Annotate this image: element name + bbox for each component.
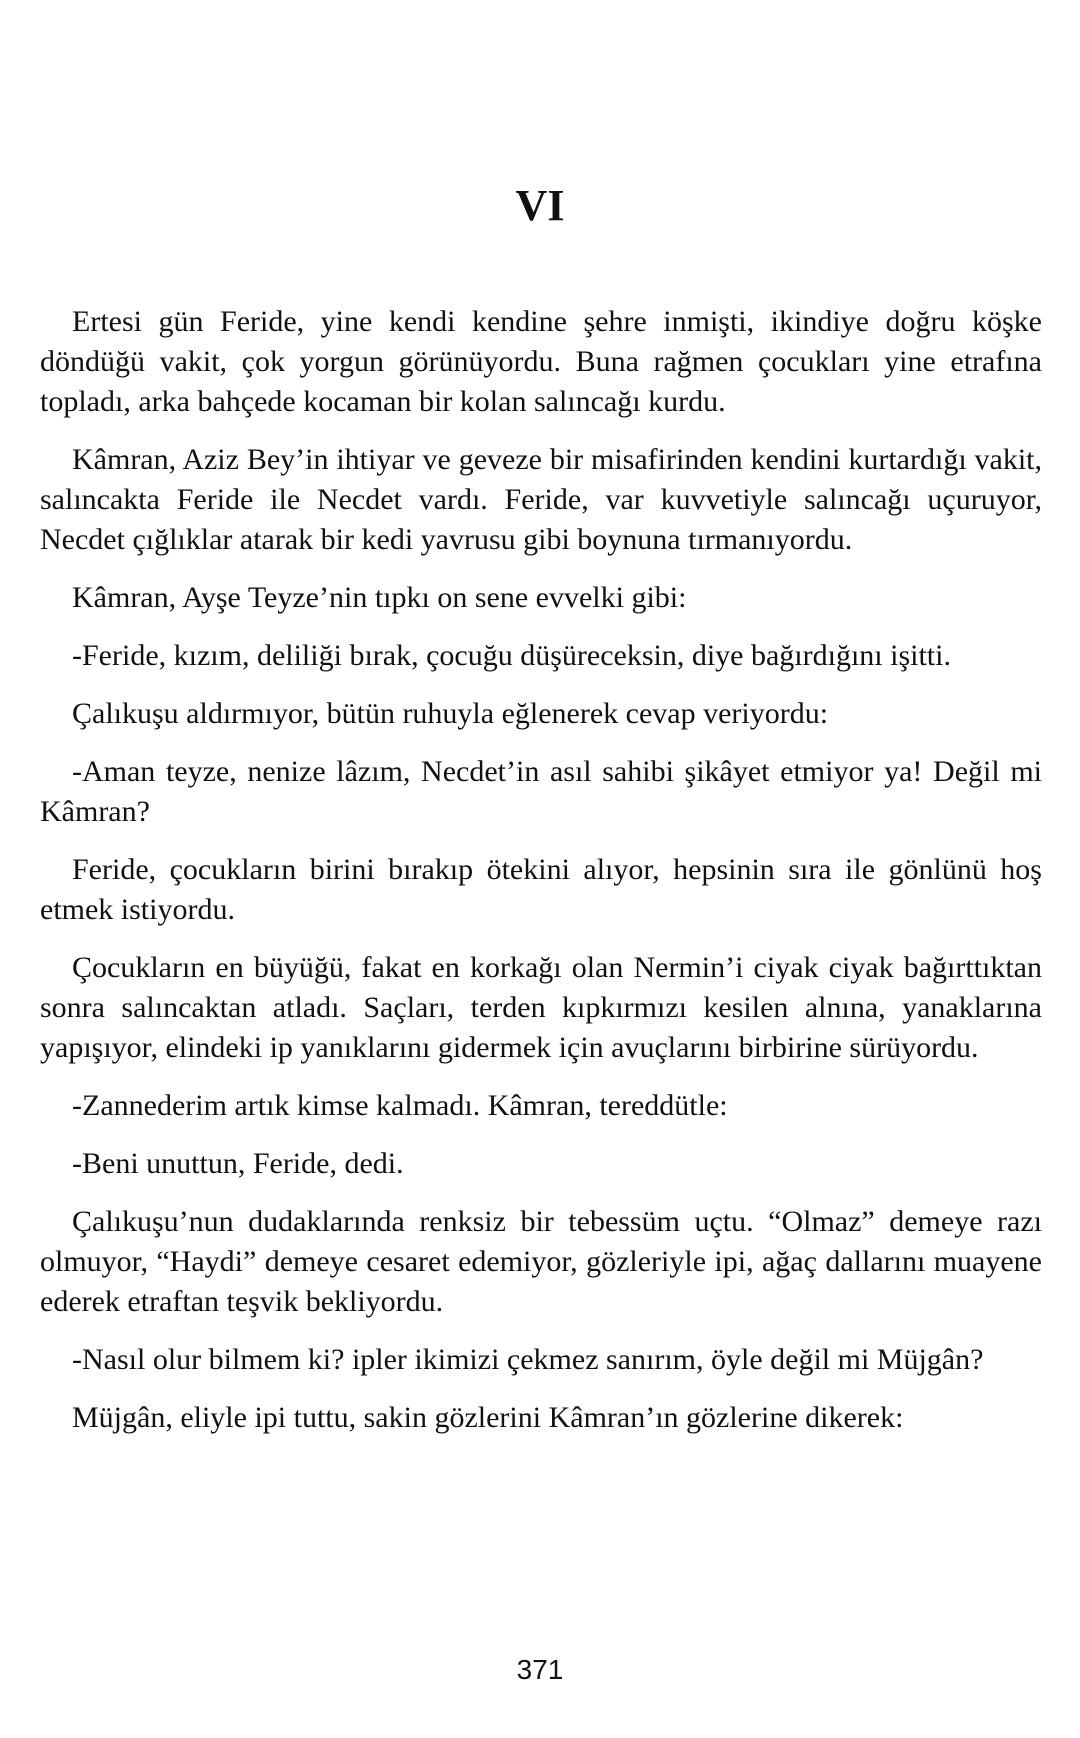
paragraph: Çalıkuşu’nun dudaklarında renksiz bir tebessüm uçtu. “Olmaz” demeye razı olmuyor, “Haydi” demeye cesaret edemiyor, gözleriyle ipi, ağaç dallarını muayene ederek etraftan teşvik bekliyordu. (40, 1205, 1042, 1318)
paragraph: Müjgân, eliyle ipi tuttu, sakin gözlerini Kâmran’ın gözlerine dikerek: (72, 1401, 904, 1434)
paragraph: Kâmran, Aziz Bey’in ihtiyar ve geveze bir misafirinden kendini kurtardığı vakit, salıncakta Feride ile Necdet vardı. Feride, var kuvvetiyle salıncağı uçuruyor, Necdet çığlıklar atarak bir kedi yavrusu gibi boynuna tırmanıyordu. (40, 443, 1042, 556)
paragraph: -Feride, kızım, deliliği bırak, çocuğu düşüreceksin, diye bağırdığını işitti. (72, 639, 951, 672)
paragraph: Çocukların en büyüğü, fakat en korkağı olan Nermin’i ciyak ciyak bağırttıktan sonra salıncaktan atladı. Saçları, terden kıpkırmızı kesilen alnına, yanaklarına yapışıyor, elindeki ip yanıklarını gidermek için avuçlarını birbirine sürüyordu. (40, 951, 1042, 1064)
paragraph: Ertesi gün Feride, yine kendi kendine şehre inmişti, ikindiye doğru köşke döndüğü vakit, çok yorgun görünüyordu. Buna rağmen çocukları yine etrafına topladı, arka bahçede kocaman bir kolan salıncağı kurdu. (40, 305, 1042, 418)
text-body (40, 302, 1042, 1456)
paragraph: -Nasıl olur bilmem ki? ipler ikimizi çekmez sanırım, öyle değil mi Müjgân? (72, 1343, 984, 1376)
paragraph: Çalıkuşu aldırmıyor, bütün ruhuyla eğlenerek cevap veriyordu: (72, 697, 829, 730)
paragraph: -Aman teyze, nenize lâzım, Necdet’in asıl sahibi şikâyet etmiyor ya! Değil mi Kâmran? (40, 755, 1042, 828)
paragraph: -Zannederim artık kimse kalmadı. Kâmran, tereddütle: (72, 1089, 728, 1122)
paragraph: Feride, çocukların birini bırakıp ötekini alıyor, hepsinin sıra ile gönlünü hoş etmek istiyordu. (40, 853, 1042, 926)
paragraph: -Beni unuttun, Feride, dedi. (72, 1147, 404, 1180)
page-number: 371 (516, 1654, 564, 1685)
paragraph: Kâmran, Ayşe Teyze’nin tıpkı on sene evvelki gibi: (72, 581, 687, 614)
chapter-title: VI (515, 181, 565, 230)
